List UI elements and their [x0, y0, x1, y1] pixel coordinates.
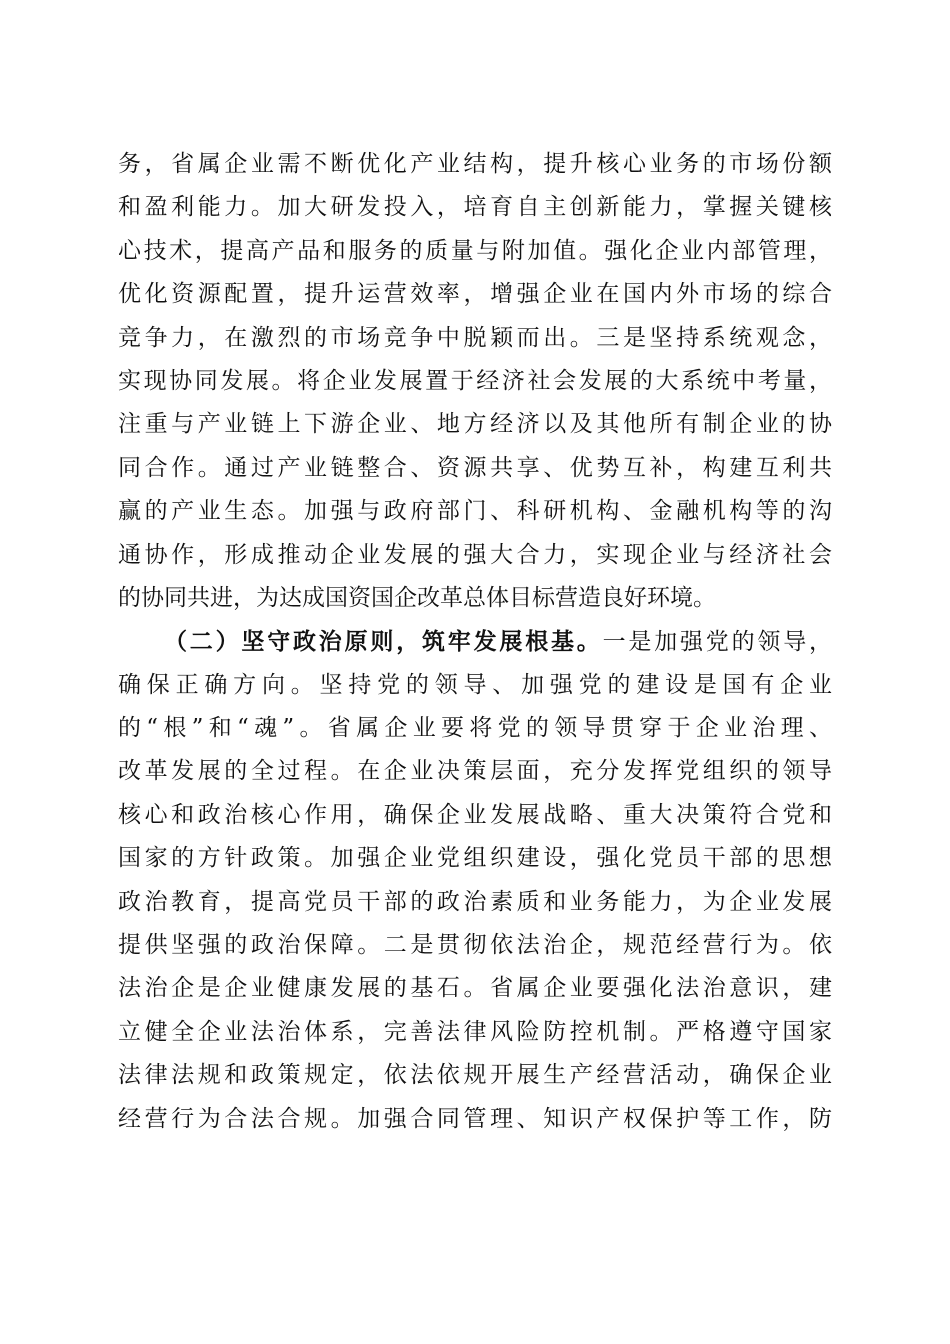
text-line: 的协同共进，为达成国资国企改革总体目标营造良好环境。	[118, 584, 716, 611]
text-line: 通协作，形成推动企业发展的强大合力，实现企业与经济社会	[118, 541, 832, 568]
text-line: 注重与产业链上下游企业、地方经济以及其他所有制企业的协	[118, 411, 832, 438]
text-line: 优化资源配置，提升运营效率，增强企业在国内外市场的综合	[118, 281, 832, 308]
section-heading-rest: 一是加强党的领导，	[602, 629, 833, 656]
text-line: 经营行为合法合规。加强合同管理、知识产权保护等工作，防	[118, 1105, 832, 1132]
text-line: 竞争力，在激烈的市场竞争中脱颖而出。三是坚持系统观念，	[118, 324, 832, 351]
text-line: 改革发展的全过程。在企业决策层面，充分发挥党组织的领导	[118, 758, 832, 785]
text-line: 提供坚强的政治保障。二是贯彻依法治企，规范经营行为。依	[118, 932, 832, 959]
section-heading-line	[118, 620, 832, 663]
text-line: 法律法规和政策规定，依法依规开展生产经营活动，确保企业	[118, 1062, 832, 1089]
text-line: 的“根”和“魂”。省属企业要将党的领导贯穿于企业治理、	[118, 715, 832, 742]
text-line: 核心和政治核心作用，确保企业发展战略、重大决策符合党和	[118, 801, 832, 828]
section-heading: （二）坚守政治原则，筑牢发展根基。	[164, 628, 603, 656]
body-text	[118, 143, 832, 1141]
text-line: 同合作。通过产业链整合、资源共享、优势互补，构建互利共	[118, 454, 832, 481]
text-line: 和盈利能力。加大研发投入，培育自主创新能力，掌握关键核	[118, 194, 832, 221]
text-line: 政治教育，提高党员干部的政治素质和业务能力，为企业发展	[118, 888, 832, 915]
text-line: 国家的方针政策。加强企业党组织建设，强化党员干部的思想	[118, 845, 832, 872]
text-line: 确保正确方向。坚持党的领导、加强党的建设是国有企业	[118, 671, 832, 698]
text-line: 实现协同发展。将企业发展置于经济社会发展的大系统中考量，	[118, 367, 832, 394]
text-line: 立健全企业法治体系，完善法律风险防控机制。严格遵守国家	[118, 1018, 832, 1045]
text-line: 赢的产业生态。加强与政府部门、科研机构、金融机构等的沟	[118, 498, 832, 525]
text-line: 心技术，提高产品和服务的质量与附加值。强化企业内部管理，	[118, 237, 832, 264]
text-line: 务，省属企业需不断优化产业结构，提升核心业务的市场份额	[118, 151, 832, 177]
text-line: 法治企是企业健康发展的基石。省属企业要强化法治意识，建	[118, 975, 832, 1002]
